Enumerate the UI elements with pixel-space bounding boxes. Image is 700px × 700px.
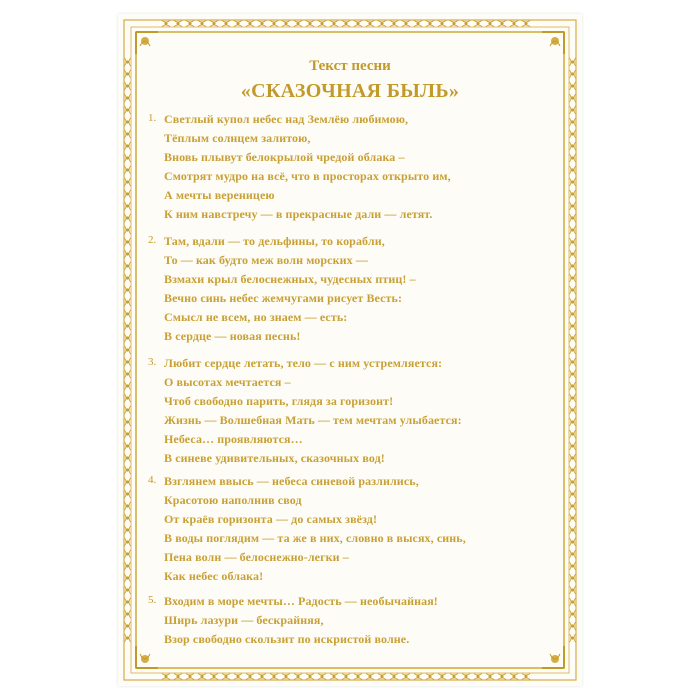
verse-number: 2. [148, 234, 157, 246]
verse-5 [148, 594, 568, 656]
song-title: «СКАЗОЧНАЯ БЫЛЬ» [240, 80, 460, 102]
verse-line: Взор свободно скользит по искристой волне. [164, 632, 410, 646]
verse-1 [148, 112, 568, 230]
verse-line: Вечно синь небес жемчугами рисует Весть: [164, 291, 403, 305]
verse-line: А мечты вереницею [164, 188, 275, 202]
verse-line: Любит сердце летать, тело — с ним устремляется: [164, 356, 443, 370]
verse-line: О высотах мечтается – [164, 375, 291, 389]
verse-number: 5. [148, 594, 157, 606]
verse-line: Небеса… проявляются… [164, 432, 303, 446]
verse-line: Там, вдали — то дельфины, то корабли, [164, 234, 385, 248]
verse-number: 4. [148, 474, 157, 486]
verse-line: В сердце — новая песнь! [164, 329, 301, 343]
lyrics-sheet [118, 14, 582, 686]
verse-line: Взглянем ввысь — небеса синевой разлились, [164, 474, 419, 488]
verse-3 [148, 356, 568, 474]
verse-line: Входим в море мечты… Радость — необычайная! [164, 594, 438, 608]
corner-ornament-top-right [542, 32, 564, 54]
verse-line: От краёв горизонта — до самых звёзд! [164, 512, 378, 526]
verse-line: Светлый купол небес над Землёю любимою, [164, 112, 409, 126]
verse-line: В воды поглядим — та же в них, словно в высях, синь, [164, 531, 466, 545]
verse-line: Красотою наполнив свод [164, 493, 302, 507]
border-ornament-bottom [162, 674, 530, 680]
verse-line: Вновь плывут белокрылой чредой облака – [164, 150, 405, 164]
verse-2 [148, 234, 568, 352]
verse-line: В синеве удивительных, сказочных вод! [164, 451, 385, 465]
verse-line: То — как будто меж волн морских — [164, 253, 368, 267]
border-ornament-left [125, 58, 131, 642]
verse-line: Ширь лазури — бескрайняя, [164, 613, 324, 627]
verse-line: Чтоб свободно парить, глядя за горизонт! [164, 394, 394, 408]
verse-number: 1. [148, 112, 157, 124]
verse-line: Смысл не всем, но знаем — есть: [164, 310, 348, 324]
corner-ornament-top-left [136, 32, 158, 54]
verse-number: 3. [148, 356, 157, 368]
song-subtitle: Текст песни [309, 58, 391, 74]
border-ornament-top [162, 21, 530, 27]
verse-line: Взмахи крыл белоснежных, чудесных птиц! – [164, 272, 416, 286]
verse-line: Как небес облака! [164, 569, 264, 583]
verse-4 [148, 474, 568, 592]
verse-line: Жизнь — Волшебная Мать — тем мечтам улыбается: [164, 413, 462, 427]
verse-line: Смотрят мудро на всё, что в просторах открыто им, [164, 169, 451, 183]
verse-line: Пена волн — белоснежно-легки – [164, 550, 349, 564]
verse-line: К ним навстречу — в прекрасные дали — летят. [164, 207, 433, 221]
border-ornament-right [570, 58, 576, 642]
verse-line: Тёплым солнцем залитою, [164, 131, 311, 145]
